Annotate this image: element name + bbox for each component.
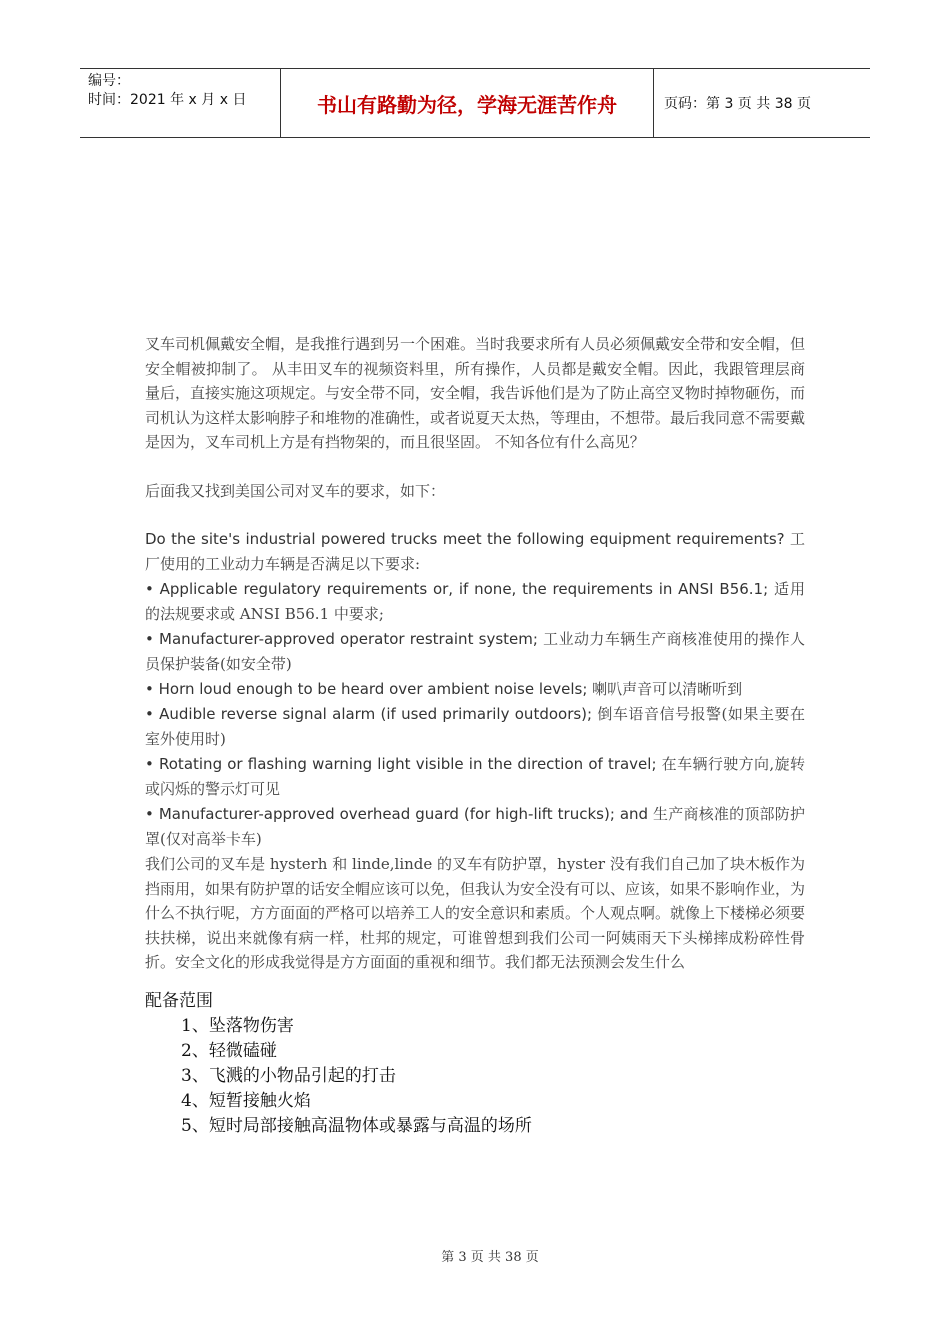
requirement-en: • Rotating or flashing warning light visible in the direction of travel; [145, 755, 657, 773]
requirement-cn: 倒车语音信号报警(如果主要在室外使用时) [145, 705, 805, 748]
requirements-intro-en: Do the site's industrial powered trucks meet the following equipment requirements? [145, 530, 785, 548]
requirement-cn: 工业动力车辆生产商核准使用的操作人员保护装备(如安全带) [145, 630, 805, 673]
header-page-code: 页码：第 3 页 共 38 页 [664, 96, 811, 112]
requirement-item [145, 577, 805, 627]
requirement-item [145, 752, 805, 802]
requirements-intro [145, 527, 805, 577]
list-item: 4、短暂接触火焰 [181, 1090, 311, 1111]
requirement-cn: 喇叭声音可以清晰听到 [587, 680, 743, 698]
header-time-label: 时间：2021 年 x 月 x 日 [88, 92, 247, 108]
requirement-en: • Manufacturer-approved overhead guard (for high-lift trucks); and [145, 805, 649, 823]
document-body [145, 332, 805, 1139]
requirement-en: • Manufacturer-approved operator restraint system; [145, 630, 538, 648]
header-motto: 书山有路勤为径，学海无涯苦作舟 [281, 69, 654, 137]
scope-title: 配备范围 [145, 990, 213, 1011]
requirement-item [145, 627, 805, 677]
requirement-item [145, 677, 805, 702]
body-paragraph-1: 叉车司机佩戴安全帽，是我推行遇到另一个困难。当时我要求所有人员必须佩戴安全带和安全帽，但安全帽被抑制了。 从丰田叉车的视频资料里，所有操作，人员都是戴安全帽。因此，我跟管理层商量后，直接实施这项规定。与安全带不同，安全帽，我告诉他们是为了防止高空叉物时掉物砸伤，而司机认为这样太影响脖子和堆物的准确性，或者说夏天太热，等理由，不想带。最后我同意不需要戴是因为，叉车司机上方是有挡物架的，而且很坚固。 不知各位有什么高见？ [145, 335, 806, 451]
list-item: 5、短时局部接触高温物体或暴露与高温的场所 [181, 1115, 532, 1136]
body-paragraph-3: 我们公司的叉车是 hysterh 和 linde,linde 的叉车有防护罩，hyster 没有我们自己加了块木板作为挡雨用，如果有防护罩的话安全帽应该可以免，但我认为安全没有可以、应该，如果不影响作业，为什么不执行呢，方方面面的严格可以培养工人的安全意识和素质。个人观点啊。就像上下楼梯必须要扶扶梯，说出来就像有病一样，杜邦的规定，可谁曾想到我们公司一阿姨雨天下头梯摔成粉碎性骨折。安全文化的形成我觉得是方方面面的重视和细节。我们都无法预测会发生什么 [145, 855, 806, 971]
header-meta-cell [80, 69, 281, 137]
requirement-cn: 在车辆行驶方向,旋转或闪烁的警示灯可见 [145, 755, 805, 798]
body-paragraph-2: 后面我又找到美国公司对叉车的要求，如下： [145, 481, 446, 500]
requirement-item [145, 802, 805, 852]
list-item: 3、飞溅的小物品引起的打击 [181, 1065, 396, 1086]
header-number-label: 编号： [88, 73, 130, 89]
requirement-en: • Horn loud enough to be heard over ambient noise levels; [145, 680, 588, 698]
requirement-en: • Applicable regulatory requirements or, if none, the requirements in ANSI B56.1; [145, 580, 769, 598]
requirement-cn: 适用的法规要求或 ANSI B56.1 中要求; [145, 580, 805, 623]
list-item: 1、坠落物伤害 [181, 1015, 294, 1036]
requirement-item [145, 702, 805, 752]
requirements-intro-cn: 工厂使用的工业动力车辆是否满足以下要求: [145, 530, 805, 573]
page-footer: 第 3 页 共 38 页 [441, 1250, 539, 1265]
page-header [80, 68, 870, 138]
requirement-cn: 生产商核准的顶部防护罩(仅对高举卡车) [145, 805, 805, 848]
scope-list [145, 1014, 805, 1139]
list-item: 2、轻微磕碰 [181, 1040, 277, 1061]
requirement-en: • Audible reverse signal alarm (if used primarily outdoors); [145, 705, 593, 723]
